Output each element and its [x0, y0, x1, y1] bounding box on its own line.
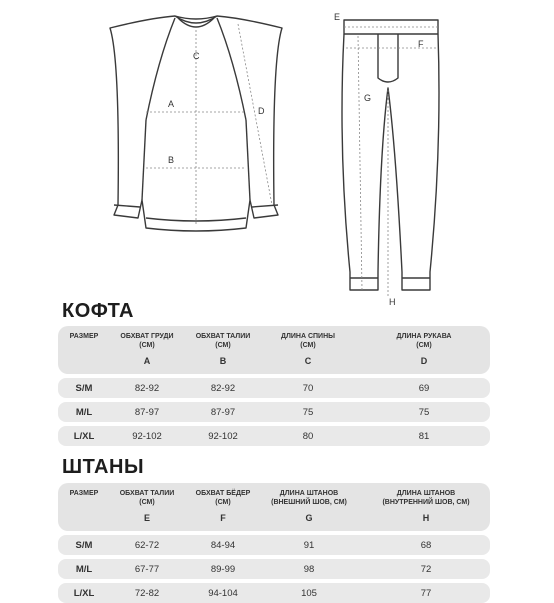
label-e: E — [334, 12, 341, 22]
chest-cell: 87-97 — [134, 406, 160, 418]
header-outer-length-letter: G — [305, 513, 313, 523]
inner-length-cell: 72 — [420, 563, 432, 575]
back-length-cell: 80 — [302, 430, 314, 442]
table-row — [58, 559, 490, 579]
header-inner-length: ДЛИНА ШТАНОВ (ВНУТРЕННИЙ ШОВ, СМ) — [382, 490, 470, 506]
sweater-size-table — [58, 326, 490, 446]
header-chest: ОБХВАТ ГРУДИ (СМ) — [120, 333, 174, 349]
table-row — [58, 583, 490, 603]
hips-cell: 94-104 — [208, 587, 238, 599]
label-c: C — [193, 51, 200, 61]
table-row — [58, 402, 490, 422]
back-length-cell: 75 — [302, 406, 314, 418]
size-cell: M/L — [75, 406, 93, 418]
outer-length-cell: 98 — [303, 563, 315, 575]
waist-cell: 92-102 — [208, 430, 238, 442]
pants-measure-lines — [344, 27, 438, 298]
sleeve-length-cell: 75 — [418, 406, 430, 418]
header-sleeve-length: ДЛИНА РУКАВА (СМ) — [396, 333, 452, 349]
header-size: РАЗМЕР — [69, 333, 99, 340]
table-row — [58, 378, 490, 398]
label-h: H — [389, 297, 396, 307]
header-waist-letter: B — [219, 356, 227, 366]
table-row — [58, 426, 490, 446]
size-cell: S/M — [75, 382, 93, 394]
sweater-section-title: КОФТА — [62, 300, 134, 322]
sleeve-length-cell: 69 — [418, 382, 430, 394]
header-waist: ОБХВАТ ТАЛИИ (СМ) — [195, 333, 251, 349]
size-cell: M/L — [75, 563, 93, 575]
waist-cell: 62-72 — [134, 539, 160, 551]
chest-cell: 82-92 — [134, 382, 160, 394]
header-hips-letter: F — [220, 513, 226, 523]
table-row — [58, 535, 490, 555]
waist-cell: 87-97 — [210, 406, 236, 418]
waist-cell: 82-92 — [210, 382, 236, 394]
header-size: РАЗМЕР — [69, 490, 99, 497]
pants-size-table — [58, 483, 490, 603]
header-back-length: ДЛИНА СПИНЫ (СМ) — [280, 333, 335, 349]
pants-section-title: ШТАНЫ — [62, 456, 145, 478]
pants-drawing — [342, 20, 439, 290]
size-cell: S/M — [75, 539, 93, 551]
header-waist-letter: E — [143, 513, 150, 523]
header-waist: ОБХВАТ ТАЛИИ (СМ) — [119, 490, 175, 506]
label-b: B — [168, 155, 175, 165]
hips-cell: 89-99 — [210, 563, 236, 575]
sleeve-length-cell: 81 — [418, 430, 430, 442]
header-hips: ОБХВАТ БЁДЕР (СМ) — [195, 490, 251, 506]
pants-table-header — [58, 483, 490, 531]
header-chest-letter: A — [143, 356, 151, 366]
inner-length-cell: 68 — [420, 539, 432, 551]
chest-cell: 92-102 — [132, 430, 162, 442]
waist-cell: 72-82 — [134, 587, 160, 599]
sweater-table-header — [58, 326, 490, 374]
waist-cell: 67-77 — [134, 563, 160, 575]
back-length-cell: 70 — [302, 382, 314, 394]
outer-length-cell: 91 — [303, 539, 315, 551]
label-g: G — [364, 93, 372, 103]
header-back-length-letter: C — [304, 356, 312, 366]
inner-length-cell: 77 — [420, 587, 432, 599]
label-a: A — [168, 99, 175, 109]
label-f: F — [418, 39, 424, 49]
label-d: D — [258, 106, 265, 116]
size-cell: L/XL — [73, 587, 95, 599]
header-sleeve-length-letter: D — [420, 356, 428, 366]
outer-length-cell: 105 — [301, 587, 317, 599]
size-cell: L/XL — [73, 430, 95, 442]
sweater-measure-lines — [146, 24, 272, 226]
header-outer-length: ДЛИНА ШТАНОВ (ВНЕШНИЙ ШОВ, СМ) — [271, 490, 347, 506]
header-inner-length-letter: H — [422, 513, 430, 523]
hips-cell: 84-94 — [210, 539, 236, 551]
